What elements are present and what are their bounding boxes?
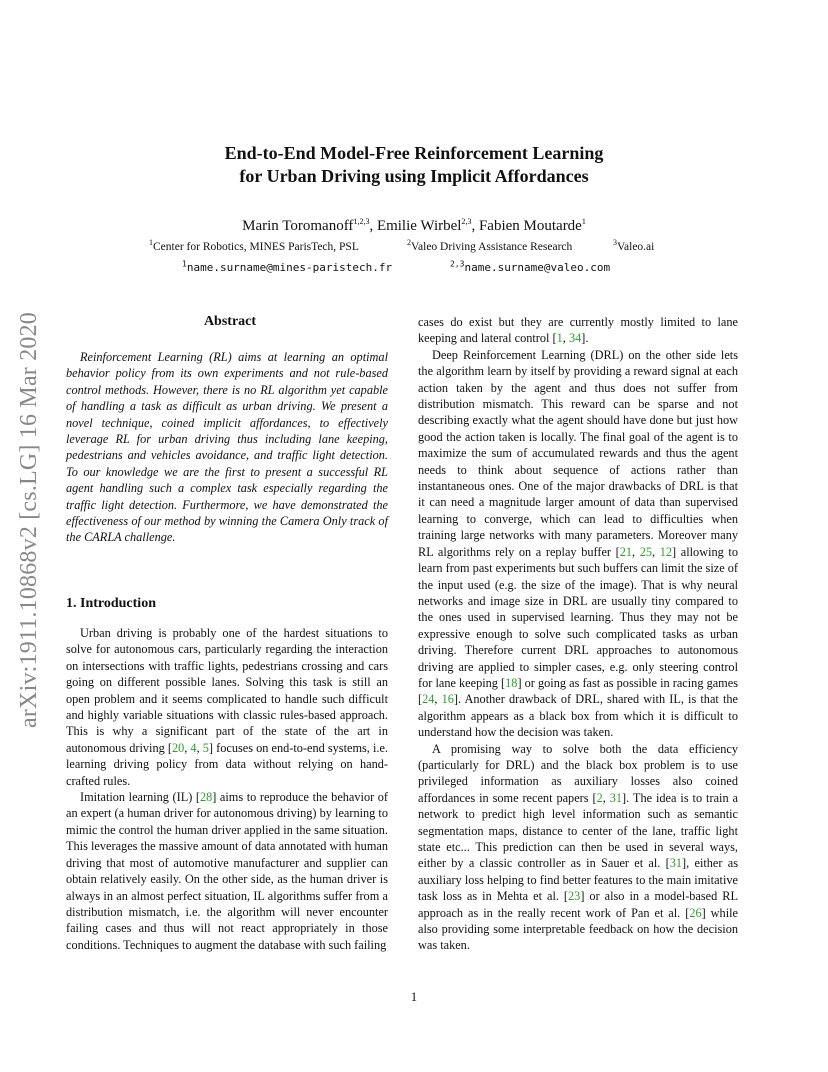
citation-link[interactable]: 12 — [659, 544, 673, 559]
body-text: , — [602, 790, 610, 805]
intro-paragraph — [418, 741, 738, 954]
email-1: $^1$name.surname@mines-paristech.fr — [182, 259, 393, 274]
body-text: Imitation learning (IL) [ — [80, 790, 200, 805]
citation-link[interactable]: 26 — [689, 905, 702, 920]
body-text: , — [196, 740, 203, 755]
author: Emilie Wirbel$^{2,3}$, — [376, 217, 479, 234]
left-column-body — [66, 625, 388, 953]
body-text: ] allowing to learn from past experiments but such buffers can limit the size of the input used (e.g. the size of the image). That is why neural networks and image size in DRL are usually tiny compared to the ones used in supervised learning. Thus they may not be expressive enough to solve such complicated tasks as urban driving. Therefore current DRL approaches to autonomous driving are applied to simpler cases, e.g. only steering control for lane keeping [ — [418, 544, 738, 690]
body-text: ] while also providing some interpretable feedback on how the decision was taken. — [418, 905, 738, 953]
citation-link[interactable]: 24 — [422, 692, 435, 707]
citation-link[interactable]: 16 — [441, 692, 454, 707]
body-text: A promising way to solve both the data efficiency (particularly for DRL) and the black box problem is to use privileged information as auxiliary losses also coined affordances in some recent papers [ — [418, 741, 738, 805]
body-text: ] or going as fast as possible in racing games [ — [418, 675, 738, 707]
intro-paragraph — [418, 347, 738, 741]
body-text: Urban driving is probably one of the hardest situations to solve for autonomous cars, particularly regarding the interaction on intersections with traffic lights, pedestrians crossing and cars going on different possible lanes. Solving this task is still an open problem and it seems complicated to handle such difficult and highly variable situations with classic rules-based approach. This is why a significant part of the state of the art in autonomous driving [ — [66, 626, 388, 755]
body-text: ]. — [581, 331, 589, 346]
body-text: , — [434, 692, 442, 707]
author-list — [0, 218, 828, 235]
intro-paragraph — [66, 625, 388, 789]
citation-link[interactable]: 25 — [639, 544, 653, 559]
body-text: ] aims to reproduce the behavior of an expert (a human driver for autonomous driving) by learning to mimic the control the human driver applied in the same situation. This leverages the massive amount of data annotated with human driving that most of automotive manufacturer and supplier can obtain relatively easily. On the other side, as the human driver is always in an almost perfect situation, IL algorithms suffer from a distribution mismatch, i.e. the algorithm will never encounter failing cases and thus will not react appropriately in those conditions. Techniques to augment the database with such failing — [66, 790, 388, 952]
intro-paragraph — [66, 789, 388, 953]
body-text: ]. The idea is to train a network to predict high level information such as semantic segmentation maps, distance to center of the lane, traffic light state etc... This prediction can then be used in several ways, either by a classic controller as in Sauer et al. [ — [418, 790, 738, 871]
citation-link[interactable]: 31 — [609, 790, 623, 805]
title-line-1: End-to-End Model-Free Reinforcement Learning — [224, 143, 604, 163]
body-text: Deep Reinforcement Learning (DRL) on the other side lets the algorithm learn by itself by providing a reward signal at each action taken by the agent and thus does not suffer from distribution mismatch. This reward can be sparse and not describing exactly what the agent should have done but just how good the action taken is locally. The final goal of the agent is to maximize the sum of accumulated rewards and thus the agent needs to think about sequence of actions rather than instantaneous ones. One of the major drawbacks of DRL is that it can need a magnitude larger amount of data than supervised learning to converge, which can lead to difficulties when training large networks with many parameters. Moreover many RL algorithms rely on a replay buffer [ — [418, 347, 738, 559]
citation-link[interactable]: 20 — [171, 740, 185, 755]
citation-link[interactable]: 4 — [190, 740, 197, 755]
abstract-text: Reinforcement Learning (RL) aims at learning an optimal behavior policy from its own experiments and not rule-based control methods. However, there is no RL algorithm yet capable of handling a task as difficult as urban driving. We present a novel technique, coined implicit affordances, to effectively leverage RL for urban driving thus including lane keeping, pedestrians and vehicles avoidance, and traffic light detection. To our knowledge we are the first to present a successful RL agent handling such a complex task especially regarding the traffic light detection. Furthermore, we have demonstrated the effectiveness of our method by winning the Camera Only track of the CARLA challenge. — [66, 350, 388, 545]
body-text: ], either as auxiliary loss helping to find better features to the main imitative task loss as in Mehta et al. [ — [418, 856, 738, 904]
author: Fabien Moutarde$^1$ — [478, 217, 586, 234]
intro-paragraph — [418, 314, 738, 347]
body-text: , — [652, 544, 660, 559]
paper-title — [0, 142, 828, 188]
citation-link[interactable]: 5 — [202, 740, 209, 755]
citation-link[interactable]: 21 — [619, 544, 633, 559]
citation-link[interactable]: 1 — [556, 331, 563, 346]
title-line-2: for Urban Driving using Implicit Affordances — [239, 166, 589, 186]
body-text: ] or also in a model-based RL approach as in the really recent work of Pan et al. [ — [418, 889, 738, 920]
body-text: , — [562, 331, 569, 346]
citation-link[interactable]: 23 — [568, 889, 581, 904]
affiliation-1: $^1$Center for Robotics, MINES ParisTech, PSL — [149, 238, 359, 253]
arxiv-identifier: arXiv:1911.10868v2 [cs.LG] 16 Mar 2020 — [15, 312, 42, 728]
right-column-body — [418, 314, 738, 954]
section-heading-introduction: 1. Introduction — [66, 596, 156, 611]
body-text: ] focuses on end-to-end systems, i.e. learning driving policy from data without relying on hand-crafted rules. — [66, 740, 388, 788]
citation-link[interactable]: 18 — [505, 675, 518, 690]
page-number: 1 — [410, 990, 418, 1004]
citation-link[interactable]: 2 — [596, 790, 603, 805]
citation-link[interactable]: 31 — [669, 856, 683, 871]
body-text: , — [632, 544, 640, 559]
author: Marin Toromanoff$^{1,2,3}$, — [242, 217, 377, 234]
body-text: ]. Another drawback of DRL, shared with IL, is that the algorithm appears as a black box from which it is difficult to understand how the decision was taken. — [418, 692, 738, 740]
affiliation-3: $^3$Valeo.ai — [613, 238, 655, 253]
body-text: , — [184, 740, 191, 755]
body-text: cases do exist but they are currently mostly limited to lane keeping and lateral control [ — [418, 315, 738, 346]
email-2: $^{2,3}$name.surname@valeo.com — [450, 259, 611, 274]
abstract-heading: Abstract — [203, 314, 257, 329]
affiliation-2: $^2$Valeo Driving Assistance Research — [407, 238, 573, 253]
citation-link[interactable]: 34 — [568, 331, 582, 346]
citation-link[interactable]: 28 — [199, 790, 213, 805]
